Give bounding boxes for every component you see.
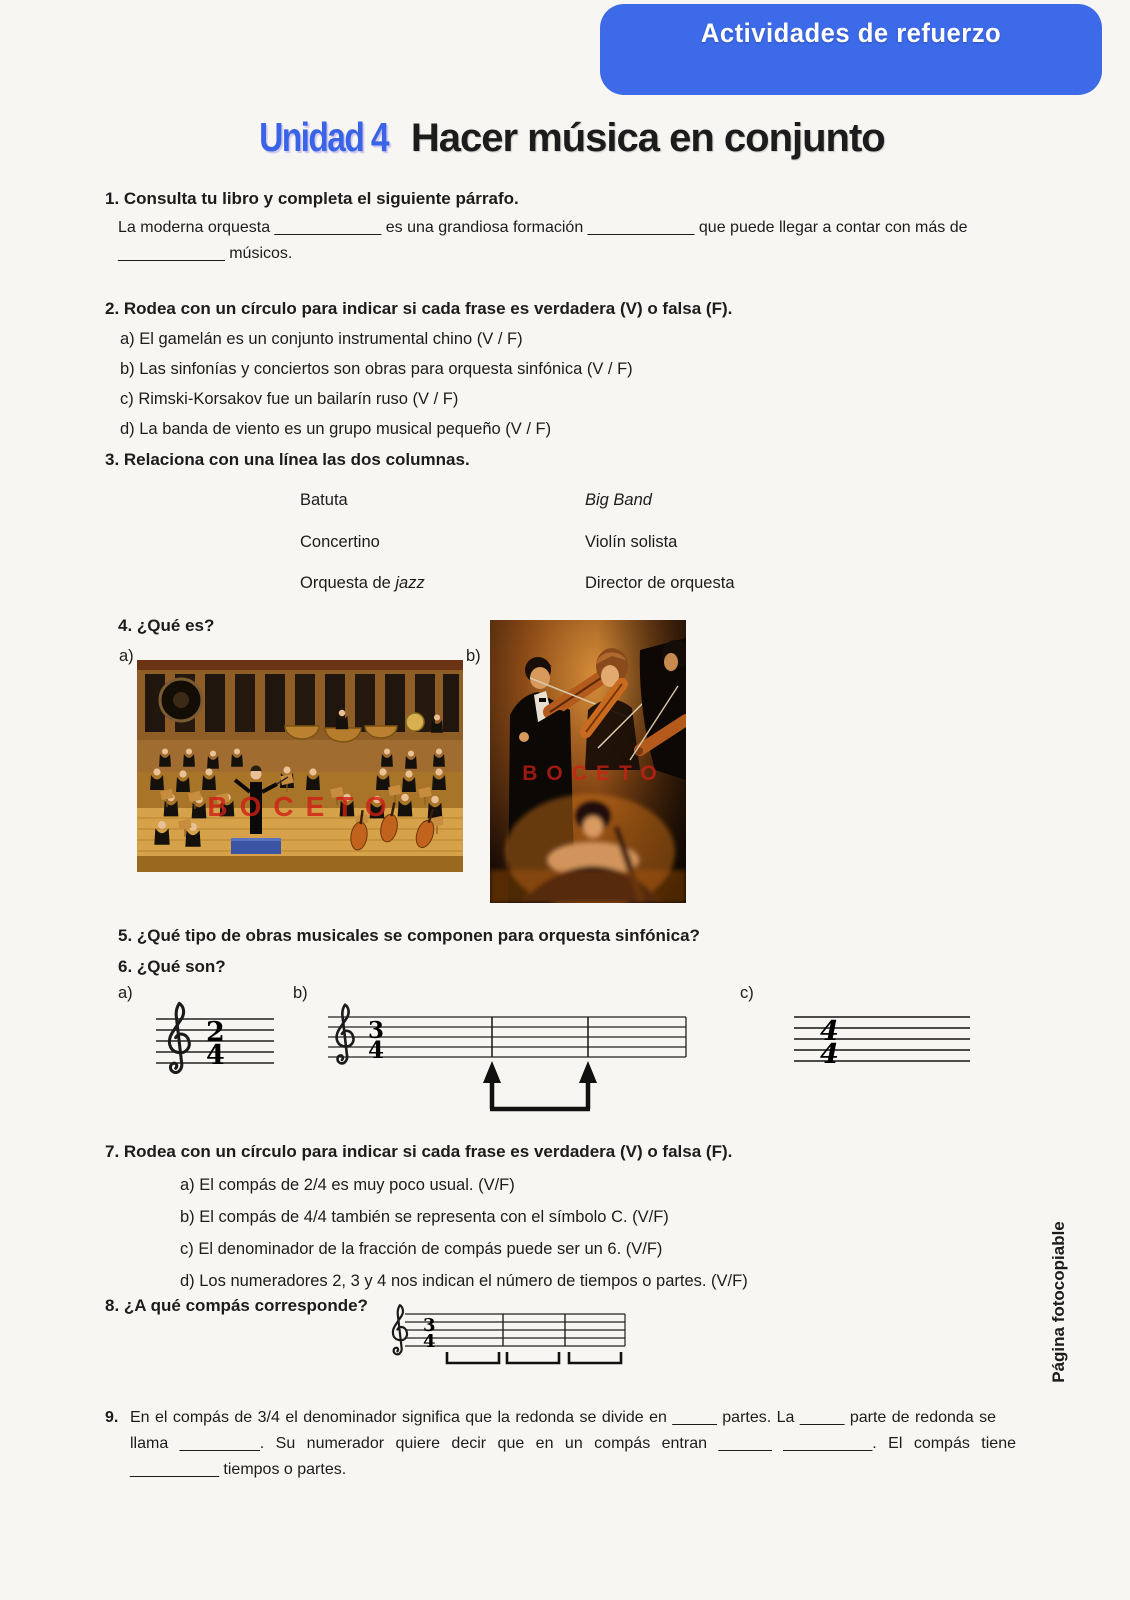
q7-item-b: b) El compás de 4/4 también se representa con el símbolo C. (V/F) — [180, 1208, 669, 1226]
q1-line-1: La moderna orquesta ____________ es una grandiosa formación ____________ que puede llegar a contar con más de — [118, 219, 968, 236]
q8-heading: 8. ¿A qué compás corresponde? — [105, 1296, 368, 1315]
q1-line-2: ____________ músicos. — [118, 245, 293, 262]
q2-item-a: a) El gamelán es un conjunto instrumental chino (V / F) — [120, 330, 523, 348]
barline-arrows — [483, 1061, 597, 1109]
q9-line-1: En el compás de 3/4 el denominador significa que la redonda se divide en _____ partes. La _____ parte de redonda se — [130, 1409, 997, 1426]
q4-label-a: a) — [119, 647, 134, 665]
time-signature-denominator: 4 — [206, 1040, 225, 1071]
time-signature-denominator: 4 — [820, 1039, 839, 1070]
time-signature-numerator: 3 — [423, 1315, 436, 1336]
q3-right-2: Director de orquesta — [585, 574, 735, 592]
q9-line-3: __________ tiempos o partes. — [130, 1461, 347, 1478]
q4-heading: 4. ¿Qué es? — [118, 616, 215, 635]
header-badge — [600, 4, 1102, 95]
page-title — [0, 114, 1130, 161]
q3-right-1: Violín solista — [585, 533, 678, 551]
time-signature-numerator: 4 — [820, 1016, 839, 1047]
q7-heading: 7. Rodea con un círculo para indicar si cada frase es verdadera (V) o falsa (F). — [105, 1142, 733, 1161]
q6-label-b: b) — [293, 984, 308, 1002]
staff-a — [148, 997, 278, 1081]
q4-label-b: b) — [466, 647, 481, 665]
time-signature-numerator: 2 — [206, 1017, 225, 1048]
q3-left-1: Concertino — [300, 533, 380, 551]
q6-label-a: a) — [118, 984, 133, 1002]
q7-item-d: d) Los numeradores 2, 3 y 4 nos indican el número de tiempos o partes. (V/F) — [180, 1272, 748, 1290]
time-signature-denominator: 4 — [368, 1037, 385, 1064]
string-players-photo — [490, 620, 686, 903]
q6-label-c: c) — [740, 984, 754, 1002]
staff-lines — [405, 1314, 625, 1346]
q3-heading: 3. Relaciona con una línea las dos columnas. — [105, 450, 470, 469]
time-signature-denominator: 4 — [423, 1331, 436, 1352]
q3-left-0: Batuta — [300, 491, 348, 509]
q1-heading: 1. Consulta tu libro y completa el siguiente párrafo. — [105, 189, 519, 208]
photocopiable-side-label: Página fotocopiable — [1049, 1221, 1068, 1383]
q7-item-c: c) El denominador de la fracción de compás puede ser un 6. (V/F) — [180, 1240, 663, 1258]
staff-c — [788, 1008, 976, 1070]
q3-left-2 — [300, 574, 425, 593]
q2-item-c: c) Rimski-Korsakov fue un bailarín ruso (V / F) — [120, 390, 459, 408]
q2-item-b: b) Las sinfonías y conciertos son obras para orquesta sinfónica (V / F) — [120, 360, 633, 378]
boceto-watermark: BOCETO — [522, 762, 666, 785]
q3-left-2-text: Orquesta de — [300, 574, 396, 592]
unit-title: Hacer música en conjunto — [410, 116, 885, 160]
header-badge-label: Actividades de refuerzo — [700, 18, 1002, 48]
orchestra-photo — [137, 660, 463, 872]
q2-heading: 2. Rodea con un círculo para indicar si cada frase es verdadera (V) o falsa (F). — [105, 299, 733, 318]
q9-number: 9. — [105, 1409, 119, 1426]
q3-right-0: Big Band — [585, 491, 652, 509]
q3-left-2-italic: jazz — [395, 574, 425, 592]
treble-clef-icon — [169, 1003, 189, 1072]
treble-clef-icon — [393, 1305, 407, 1354]
q2-item-d: d) La banda de viento es un grupo musical pequeño (V / F) — [120, 420, 552, 438]
treble-clef-icon — [337, 1005, 354, 1064]
q5-heading: 5. ¿Qué tipo de obras musicales se componen para orquesta sinfónica? — [118, 926, 700, 945]
measure-brackets — [447, 1352, 621, 1363]
time-signature-numerator: 3 — [368, 1017, 385, 1044]
boceto-watermark: BOCETO — [207, 791, 399, 822]
staff-b — [320, 1003, 690, 1123]
q6-heading: 6. ¿Qué son? — [118, 957, 226, 976]
staff-q8 — [385, 1302, 630, 1380]
q9-line-2: llama _________. Su numerador quiere decir que en un compás entran ______ __________. El compás tiene — [130, 1435, 1016, 1452]
unit-label: Unidad 4 — [259, 114, 389, 160]
q7-item-a: a) El compás de 2/4 es muy poco usual. (V/F) — [180, 1176, 515, 1194]
